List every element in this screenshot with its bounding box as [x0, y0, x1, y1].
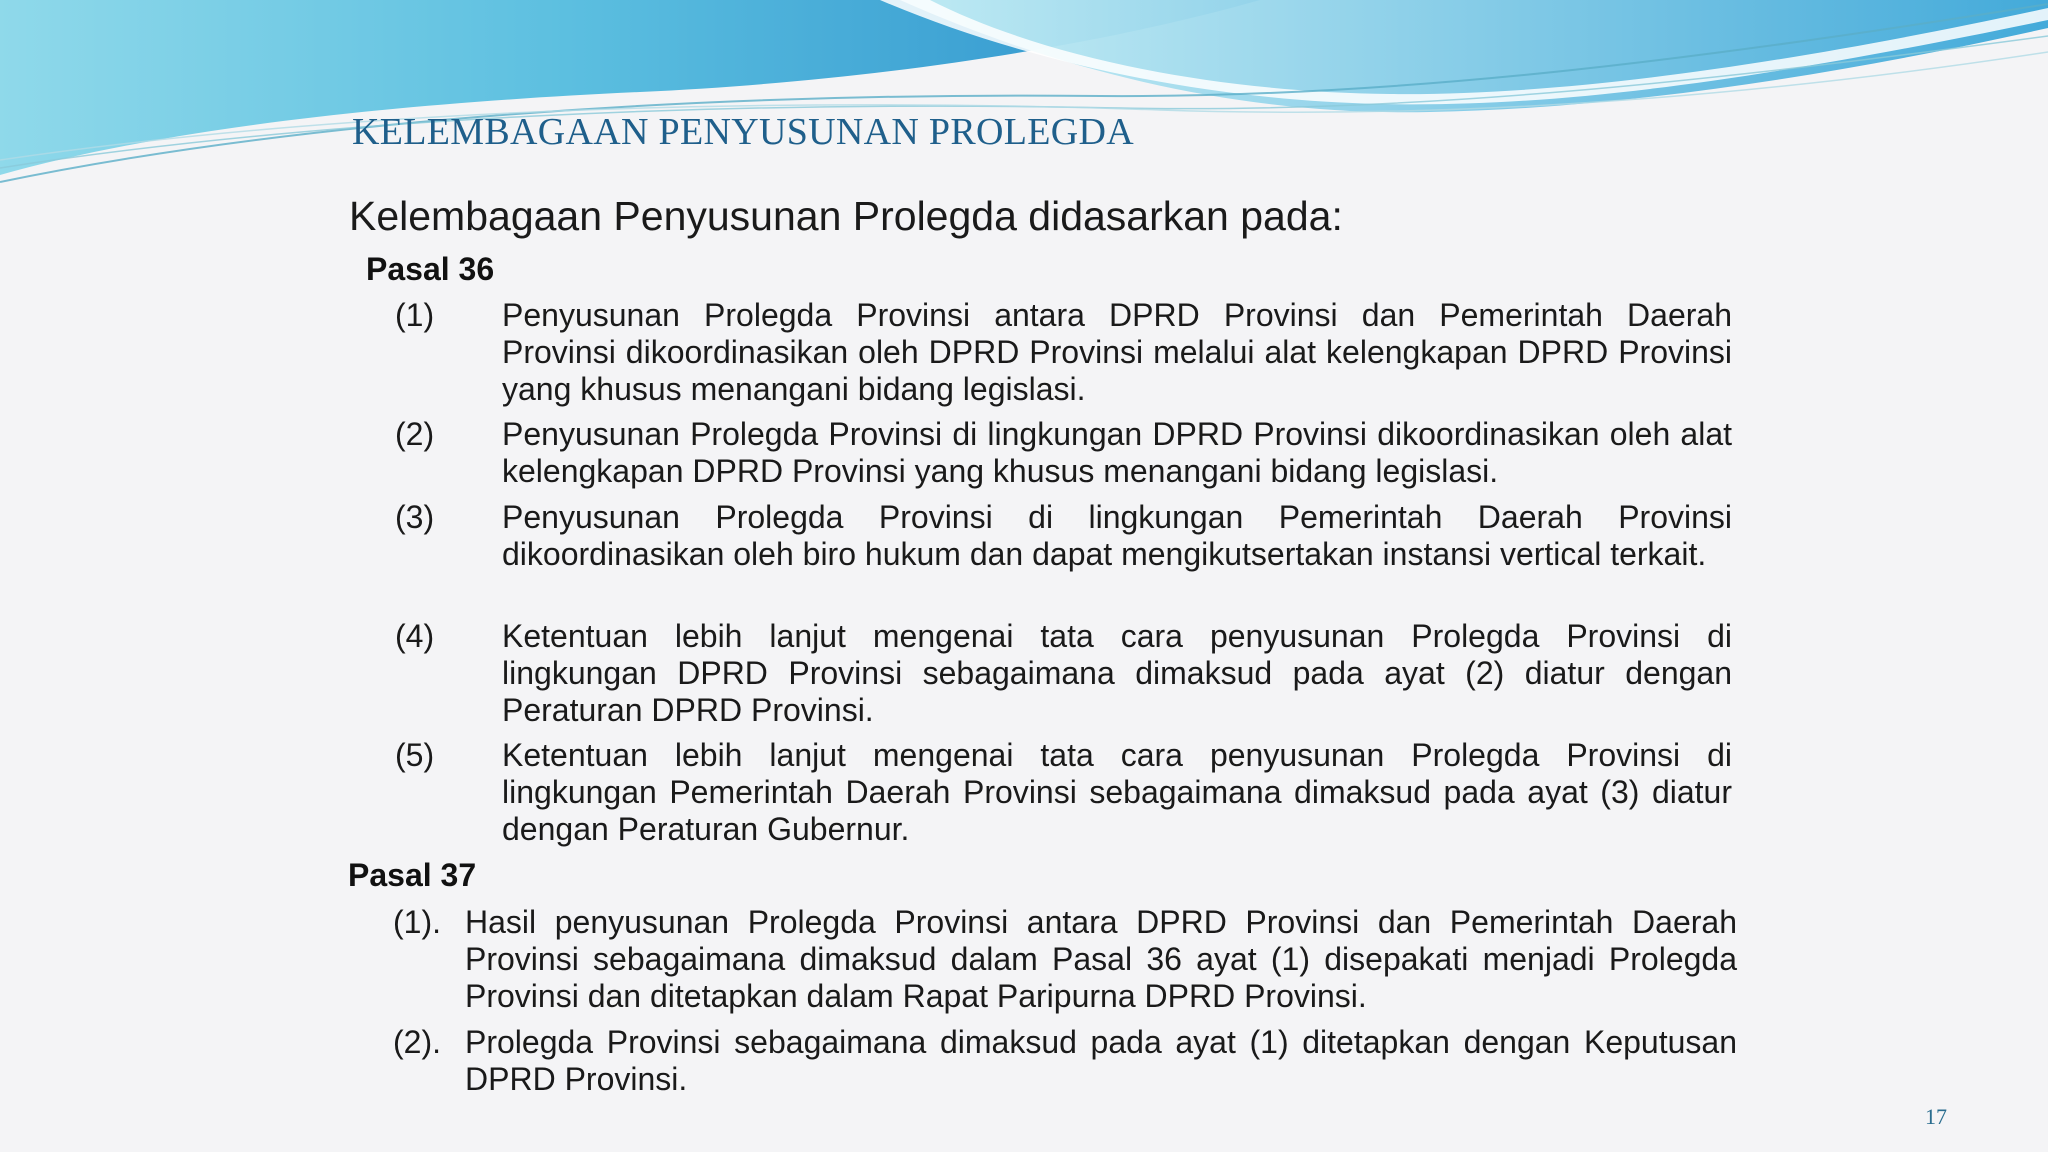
- clause-text: Hasil penyusunan Prolegda Provinsi antara DPRD Provinsi dan Pemerintah Daerah Provinsi sebagaimana dimaksud dalam Pasal 36 ayat (1) disepakati menjadi Prolegda Provinsi dan ditetapkan dalam Rapat Paripurna DPRD Provinsi.: [465, 904, 1737, 1014]
- clause-number: (4): [395, 618, 435, 654]
- pasal-37-heading: Pasal 37: [348, 857, 477, 893]
- intro-text: Kelembagaan Penyusunan Prolegda didasarkan pada:: [349, 193, 1343, 239]
- clause-number: (1): [395, 297, 435, 333]
- clause-text: Penyusunan Prolegda Provinsi antara DPRD Provinsi dan Pemerintah Daerah Provinsi dikoordinasikan oleh DPRD Provinsi melalui alat kelengkapan DPRD Provinsi yang khusus menangani bidang legislasi.: [502, 297, 1732, 407]
- clause-text: Ketentuan lebih lanjut mengenai tata cara penyusunan Prolegda Provinsi di lingkungan Pemerintah Daerah Provinsi sebagaimana dimaksud pada ayat (3) diatur dengan Peraturan Gubernur.: [502, 737, 1732, 847]
- slide-title: KELEMBAGAAN PENYUSUNAN PROLEGDA: [352, 111, 1134, 153]
- clause-text: Ketentuan lebih lanjut mengenai tata cara penyusunan Prolegda Provinsi di lingkungan DPRD Provinsi sebagaimana dimaksud pada ayat (2) diatur dengan Peraturan DPRD Provinsi.: [502, 618, 1732, 728]
- clause-number: (5): [395, 737, 435, 773]
- clause-text: Penyusunan Prolegda Provinsi di lingkungan Pemerintah Daerah Provinsi dikoordinasikan oleh biro hukum dan dapat mengikutsertakan instansi vertical terkait.: [502, 499, 1732, 572]
- clause-number: (2): [395, 416, 435, 452]
- clause-text: Penyusunan Prolegda Provinsi di lingkungan DPRD Provinsi dikoordinasikan oleh alat kelengkapan DPRD Provinsi yang khusus menangani bidang legislasi.: [502, 416, 1732, 489]
- page-number: 17: [1925, 1104, 1947, 1129]
- header-wave-decoration: [0, 0, 2048, 200]
- clause-number: (2).: [393, 1024, 441, 1060]
- clause-text: Prolegda Provinsi sebagaimana dimaksud pada ayat (1) ditetapkan dengan Keputusan DPRD Provinsi.: [465, 1024, 1737, 1097]
- pasal-36-heading: Pasal 36: [366, 251, 495, 287]
- clause-number: (1).: [393, 904, 441, 940]
- clause-number: (3): [395, 499, 435, 535]
